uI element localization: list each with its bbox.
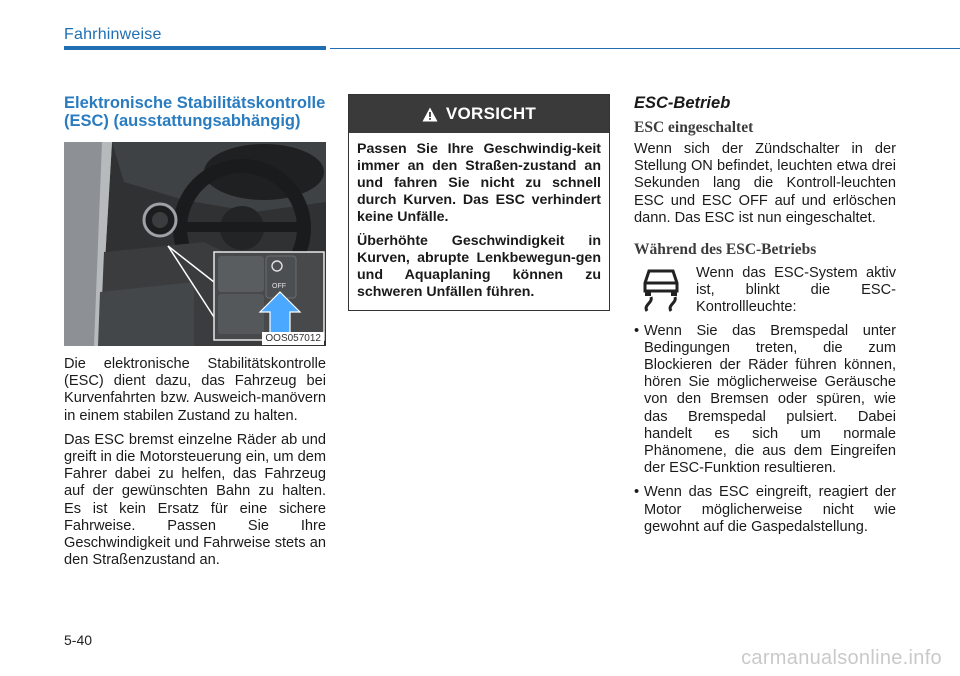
caution-header (349, 95, 609, 133)
warning-triangle-icon (422, 107, 438, 122)
esc-indicator-row (634, 265, 896, 317)
esc-behaviour-list (634, 323, 896, 536)
watermark: carmanualsonline.info (741, 647, 942, 669)
list-item-text: Wenn Sie das Bremspedal unter Bedingungen treten, die zum Blockieren der Räder führen können, hören Sie möglicherweise Geräusche von den Bremsen oder spüren, wie das Bremspedal pulsiert. Dabei handelt es sich um normale Phänomene, die aus dem Eingreifen der ESC-Funktion resultieren. (644, 322, 896, 477)
esc-function-paragraph: Das ESC bremst einzelne Räder ab und greift in die Motorsteuerung ein, um dem Fahrer dabei zu helfen, das Fahrzeug auf der gewünschten Bahn zu halten. Es ist kein Ersatz für eine sichere Fahrweise. Passen Sie Ihre Geschwindigkeit und Fahrweise stets an den Straßenzustand an. (64, 431, 327, 569)
svg-text:OFF: OFF (272, 283, 286, 290)
image-code-label: OOS057012 (262, 332, 324, 345)
header-rule-thin (330, 48, 960, 49)
caution-body (349, 133, 609, 310)
caution-box (348, 94, 610, 311)
page-number: 5-40 (64, 632, 93, 648)
bullet-mark: • (634, 322, 640, 339)
middle-column (348, 94, 610, 311)
left-column (64, 94, 326, 576)
caution-title: VORSICHT (445, 104, 537, 123)
esc-operation-heading: ESC-Betrieb (634, 94, 731, 112)
esc-section-heading: Elektronische Stabilitätskontrolle (ESC) (ausstattungsabhängig) (64, 94, 326, 130)
esc-indicator (634, 265, 688, 315)
header-rule-thick (64, 46, 326, 50)
caution-paragraph-2: Überhöhte Geschwindigkeit in Kurven, abrupte Lenkbewegun-gen und Aquaplaning können zu schweren Unfällen führen. (357, 233, 601, 300)
list-item-text: Wenn das ESC eingreift, reagiert der Motor möglicherweise nicht wie gewohnt auf die Gaspedalstellung. (644, 484, 896, 535)
esc-on-paragraph: Wenn sich der Zündschalter in der Stellung ON befindet, leuchten etwa drei Sekunden lang die Kontroll-leuchten ESC und ESC OFF auf und erlöschen dann. Das ESC ist nun eingeschaltet. (634, 141, 896, 226)
esc-skid-car-icon (639, 267, 683, 313)
dashboard-photo (64, 142, 326, 346)
list-item (634, 484, 896, 536)
esc-intro-paragraph: Die elektronische Stabilitätskontrolle (ESC) dient dazu, das Fahrzeug bei Kurvenfahrten bzw. Ausweich-manövern in einem stabilen Zustand zu halten. (64, 356, 326, 424)
list-item (634, 323, 896, 478)
bullet-mark: • (634, 484, 640, 501)
caution-paragraph-1: Passen Sie Ihre Geschwindig-keit immer an den Straßen-zustand an und fahren Sie nicht zu schnell durch Kurven. Das ESC verhindert keine Unfälle. (357, 141, 601, 225)
right-column (634, 94, 896, 543)
esc-active-subheading: Während des ESC-Betriebs (634, 241, 817, 259)
esc-indicator-text: Wenn das ESC-System aktiv ist, blinkt die ESC-Kontrollleuchte: (696, 265, 896, 316)
section-title: Fahrhinweise (64, 26, 162, 43)
esc-on-subheading: ESC eingeschaltet (634, 119, 754, 136)
dashboard-illustration (64, 142, 326, 346)
